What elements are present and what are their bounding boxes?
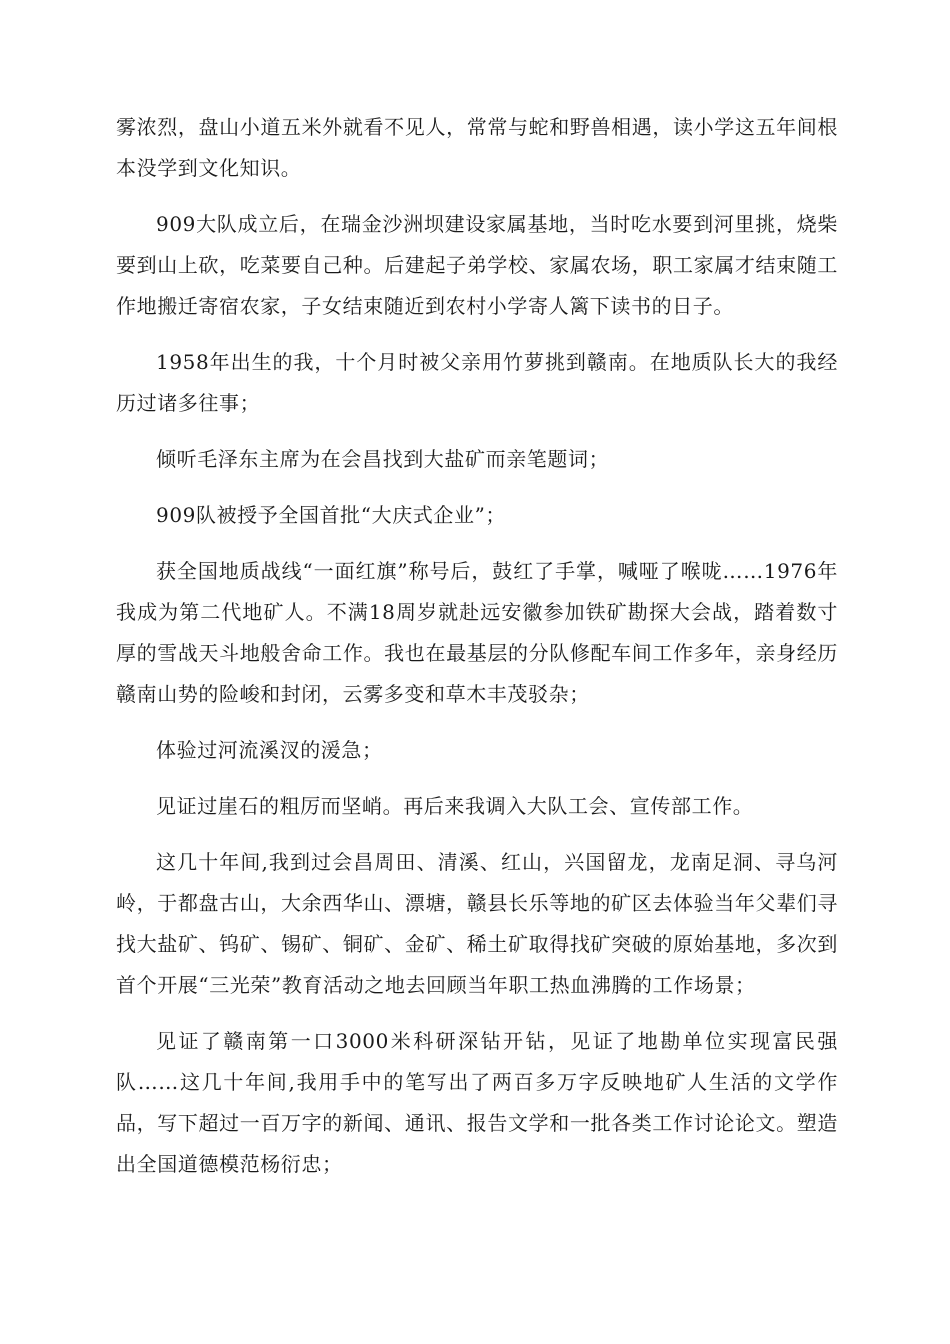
- paragraph: 倾听毛泽东主席为在会昌找到大盐矿而亲笔题词；: [156, 447, 610, 471]
- paragraph: 体验过河流溪汊的湲急；: [156, 738, 383, 762]
- paragraph: 这几十年间,我到过会昌周田、清溪、红山，兴国留龙，龙南足洞、寻乌河岭，于都盘古山，大余西华山、漂塘，赣县长乐等地的矿区去体验当年父辈们寻找大盐矿、钨矿、锡矿、铜矿、金矿、稀土矿取得找矿突破的原始基地，多次到首个开展“三光荣”教育活动之地去回顾当年职工热血沸腾的工作场景；: [116, 850, 838, 997]
- paragraph: 1958年出生的我，十个月时被父亲用竹萝挑到赣南。在地质队长大的我经历过诸多往事；: [116, 350, 838, 415]
- paragraph: 909队被授予全国首批“大庆式企业”；: [156, 503, 507, 527]
- paragraph: 雾浓烈，盘山小道五米外就看不见人，常常与蛇和野兽相遇，读小学这五年间根本没学到文化知识。: [116, 115, 838, 180]
- paragraph: 见证了赣南第一口3000米科研深钻开钻，见证了地勘单位实现富民强队……这几十年间,我用手中的笔写出了两百多万字反映地矿人生活的文学作品，写下超过一百万字的新闻、通讯、报告文学和一批各类工作讨论论文。塑造出全国道德模范杨衍忠；: [116, 1029, 838, 1176]
- paragraph: 获全国地质战线“一面红旗”称号后，鼓红了手掌，喊哑了喉咙……1976年我成为第二代地矿人。不满18周岁就赴远安徽参加铁矿勘探大会战，踏着数寸厚的雪战天斗地般舍命工作。我也在最基层的分队修配车间工作多年，亲身经历赣南山势的险峻和封闭，云雾多变和草木丰茂驳杂；: [116, 559, 838, 706]
- paragraph: 909大队成立后，在瑞金沙洲坝建设家属基地，当时吃水要到河里挑，烧柴要到山上砍，吃菜要自己种。后建起子弟学校、家属农场，职工家属才结束随工作地搬迁寄宿农家，子女结束随近到农村小学寄人篱下读书的日子。: [116, 212, 838, 318]
- paragraph: 见证过崖石的粗厉而坚峭。再后来我调入大队工会、宣传部工作。: [156, 794, 754, 818]
- document-body: [116, 107, 838, 1200]
